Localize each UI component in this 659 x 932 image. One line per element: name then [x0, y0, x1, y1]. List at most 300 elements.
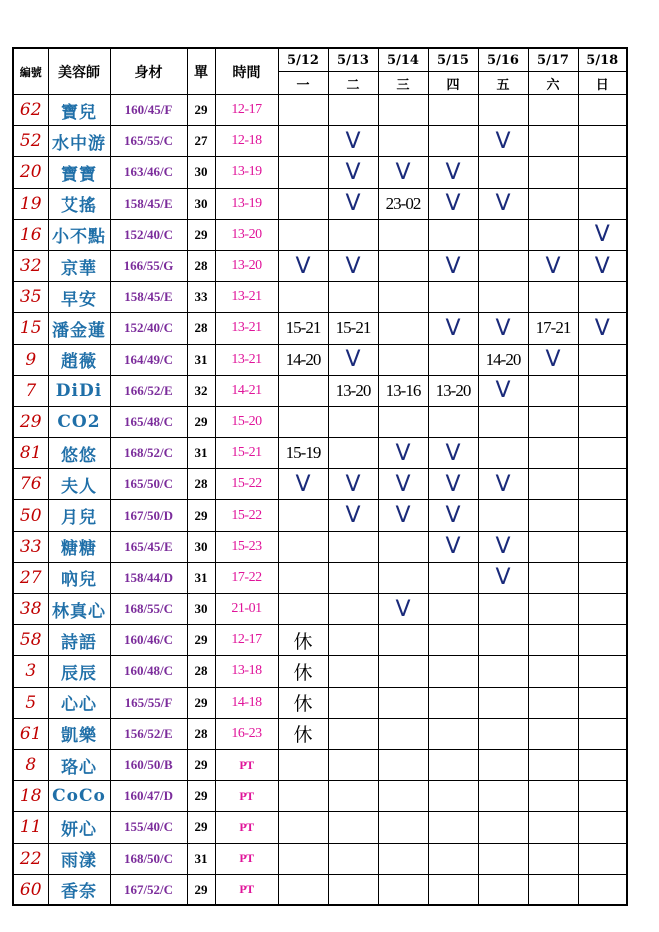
- schedule-cell: [378, 562, 428, 593]
- stylist-name: CO2: [48, 406, 110, 437]
- schedule-cell: [528, 562, 578, 593]
- stylist-number: 52: [13, 126, 48, 157]
- stylist-body: 167/52/C: [110, 874, 187, 905]
- header-date: 5/16: [478, 48, 528, 72]
- order-count: 29: [187, 625, 215, 656]
- shift-time: 21-01: [215, 594, 278, 625]
- order-count: 28: [187, 718, 215, 749]
- shift-time: 15-21: [215, 438, 278, 469]
- schedule-cell: 休: [278, 625, 328, 656]
- schedule-cell: [578, 188, 627, 219]
- shift-time: 15-22: [215, 469, 278, 500]
- schedule-cell: V: [428, 500, 478, 531]
- schedule-cell: V: [278, 469, 328, 500]
- stylist-name: 珞心: [48, 749, 110, 780]
- table-row: [13, 594, 627, 625]
- shift-time: 13-19: [215, 157, 278, 188]
- schedule-cell: [378, 219, 428, 250]
- header-body: 身材: [110, 48, 187, 95]
- stylist-body: 158/45/E: [110, 188, 187, 219]
- schedule-cell: [378, 843, 428, 874]
- stylist-body: 168/52/C: [110, 438, 187, 469]
- stylist-body: 164/49/C: [110, 344, 187, 375]
- shift-time: 13-20: [215, 250, 278, 281]
- schedule-cell: [578, 406, 627, 437]
- schedule-cell: [278, 874, 328, 905]
- stylist-name: 心心: [48, 687, 110, 718]
- schedule-cell: [478, 812, 528, 843]
- order-count: 29: [187, 687, 215, 718]
- schedule-cell: [578, 157, 627, 188]
- schedule-cell: [578, 95, 627, 126]
- schedule-cell: V: [328, 250, 378, 281]
- shift-time: PT: [215, 874, 278, 905]
- shift-time: 15-22: [215, 500, 278, 531]
- table-row: [13, 344, 627, 375]
- table-row: [13, 656, 627, 687]
- header-date: 5/18: [578, 48, 627, 72]
- schedule-cell: [428, 282, 478, 313]
- shift-time: 15-20: [215, 406, 278, 437]
- stylist-name: 林真心: [48, 594, 110, 625]
- schedule-cell: [328, 282, 378, 313]
- stylist-name: 小不點: [48, 219, 110, 250]
- stylist-body: 166/55/G: [110, 250, 187, 281]
- schedule-cell: [428, 562, 478, 593]
- schedule-cell: V: [328, 469, 378, 500]
- stylist-number: 20: [13, 157, 48, 188]
- schedule-cell: 休: [278, 687, 328, 718]
- schedule-cell: V: [428, 313, 478, 344]
- table-row: [13, 95, 627, 126]
- schedule-cell: [528, 625, 578, 656]
- schedule-cell: [428, 656, 478, 687]
- stylist-body: 155/40/C: [110, 812, 187, 843]
- schedule-cell: V: [328, 344, 378, 375]
- order-count: 31: [187, 344, 215, 375]
- order-count: 29: [187, 219, 215, 250]
- schedule-cell: [578, 562, 627, 593]
- schedule-cell: [378, 126, 428, 157]
- schedule-cell: [378, 812, 428, 843]
- schedule-cell: [528, 812, 578, 843]
- table-header: [13, 48, 627, 95]
- schedule-cell: [278, 843, 328, 874]
- schedule-cell: [278, 781, 328, 812]
- shift-time: PT: [215, 781, 278, 812]
- schedule-cell: [278, 375, 328, 406]
- schedule-cell: [528, 406, 578, 437]
- schedule-cell: [378, 250, 428, 281]
- stylist-body: 165/55/F: [110, 687, 187, 718]
- stylist-body: 165/48/C: [110, 406, 187, 437]
- schedule-cell: V: [478, 375, 528, 406]
- stylist-number: 5: [13, 687, 48, 718]
- schedule-cell: V: [378, 500, 428, 531]
- stylist-number: 19: [13, 188, 48, 219]
- table-body: [13, 95, 627, 906]
- schedule-cell: [328, 594, 378, 625]
- schedule-cell: 休: [278, 656, 328, 687]
- schedule-cell: [278, 812, 328, 843]
- schedule-cell: [278, 406, 328, 437]
- schedule-cell: [428, 126, 478, 157]
- stylist-body: 167/50/D: [110, 500, 187, 531]
- header-time: 時間: [215, 48, 278, 95]
- table-row: [13, 812, 627, 843]
- stylist-name: 夫人: [48, 469, 110, 500]
- stylist-name: DiDi: [48, 375, 110, 406]
- stylist-body: 158/45/E: [110, 282, 187, 313]
- stylist-body: 160/45/F: [110, 95, 187, 126]
- schedule-cell: [328, 406, 378, 437]
- header-weekday: 日: [578, 72, 627, 95]
- table-row: [13, 438, 627, 469]
- schedule-cell: V: [428, 531, 478, 562]
- schedule-cell: V: [528, 250, 578, 281]
- stylist-body: 168/55/C: [110, 594, 187, 625]
- schedule-cell: [528, 781, 578, 812]
- order-count: 33: [187, 282, 215, 313]
- schedule-cell: V: [428, 438, 478, 469]
- schedule-cell: V: [578, 219, 627, 250]
- order-count: 29: [187, 749, 215, 780]
- schedule-cell: [578, 812, 627, 843]
- stylist-number: 8: [13, 749, 48, 780]
- schedule-cell: V: [278, 250, 328, 281]
- table-row: [13, 157, 627, 188]
- shift-time: PT: [215, 812, 278, 843]
- schedule-cell: [528, 126, 578, 157]
- stylist-name: 艾搖: [48, 188, 110, 219]
- table-row: [13, 188, 627, 219]
- schedule-cell: 13-20: [428, 375, 478, 406]
- schedule-cell: [578, 656, 627, 687]
- stylist-number: 33: [13, 531, 48, 562]
- schedule-cell: [578, 375, 627, 406]
- schedule-cell: V: [428, 250, 478, 281]
- order-count: 29: [187, 812, 215, 843]
- schedule-cell: V: [478, 562, 528, 593]
- schedule-cell: [278, 500, 328, 531]
- table-row: [13, 625, 627, 656]
- stylist-name: 趙薇: [48, 344, 110, 375]
- schedule-cell: [378, 749, 428, 780]
- schedule-cell: [528, 438, 578, 469]
- shift-time: 13-21: [215, 344, 278, 375]
- stylist-body: 160/47/D: [110, 781, 187, 812]
- schedule-cell: [378, 656, 428, 687]
- stylist-body: 165/45/E: [110, 531, 187, 562]
- schedule-cell: V: [478, 126, 528, 157]
- schedule-cell: [378, 625, 428, 656]
- schedule-cell: [528, 843, 578, 874]
- table-row: [13, 469, 627, 500]
- schedule-cell: [278, 531, 328, 562]
- schedule-cell: [478, 500, 528, 531]
- schedule-cell: [578, 843, 627, 874]
- order-count: 31: [187, 843, 215, 874]
- schedule-cell: [378, 687, 428, 718]
- stylist-name: CoCo: [48, 781, 110, 812]
- table-row: [13, 562, 627, 593]
- header-weekday: 四: [428, 72, 478, 95]
- schedule-cell: [528, 375, 578, 406]
- schedule-cell: [328, 625, 378, 656]
- schedule-cell: [578, 781, 627, 812]
- stylist-body: 160/50/B: [110, 749, 187, 780]
- schedule-cell: [378, 531, 428, 562]
- schedule-cell: [378, 313, 428, 344]
- shift-time: 14-18: [215, 687, 278, 718]
- schedule-cell: V: [578, 250, 627, 281]
- schedule-cell: [328, 531, 378, 562]
- schedule-cell: [578, 438, 627, 469]
- shift-time: 12-18: [215, 126, 278, 157]
- schedule-cell: V: [328, 500, 378, 531]
- schedule-cell: V: [378, 438, 428, 469]
- schedule-cell: [278, 282, 328, 313]
- schedule-cell: [278, 219, 328, 250]
- schedule-cell: [578, 749, 627, 780]
- header-date: 5/12: [278, 48, 328, 72]
- schedule-cell: V: [428, 469, 478, 500]
- schedule-cell: [528, 157, 578, 188]
- schedule-cell: [578, 500, 627, 531]
- schedule-cell: [478, 219, 528, 250]
- schedule-cell: [328, 95, 378, 126]
- schedule-cell: 13-20: [328, 375, 378, 406]
- order-count: 30: [187, 188, 215, 219]
- stylist-body: 156/52/E: [110, 718, 187, 749]
- schedule-cell: [578, 718, 627, 749]
- stylist-name: 妍心: [48, 812, 110, 843]
- stylist-name: 糖糖: [48, 531, 110, 562]
- schedule-cell: [578, 687, 627, 718]
- schedule-cell: [378, 781, 428, 812]
- schedule-cell: [428, 219, 478, 250]
- header-date: 5/17: [528, 48, 578, 72]
- schedule-cell: [328, 781, 378, 812]
- table-row: [13, 375, 627, 406]
- stylist-name: 月兒: [48, 500, 110, 531]
- stylist-number: 58: [13, 625, 48, 656]
- header-weekday: 六: [528, 72, 578, 95]
- table-row: [13, 718, 627, 749]
- schedule-cell: V: [328, 157, 378, 188]
- schedule-cell: [478, 157, 528, 188]
- schedule-cell: V: [528, 344, 578, 375]
- schedule-cell: [528, 500, 578, 531]
- stylist-name: 早安: [48, 282, 110, 313]
- schedule-cell: [428, 874, 478, 905]
- order-count: 30: [187, 594, 215, 625]
- schedule-cell: [528, 469, 578, 500]
- schedule-cell: 休: [278, 718, 328, 749]
- schedule-cell: [578, 594, 627, 625]
- schedule-cell: [578, 282, 627, 313]
- stylist-number: 32: [13, 250, 48, 281]
- stylist-number: 11: [13, 812, 48, 843]
- schedule-cell: [428, 843, 478, 874]
- stylist-body: 165/50/C: [110, 469, 187, 500]
- schedule-cell: [478, 874, 528, 905]
- table-row: [13, 781, 627, 812]
- schedule-cell: [478, 718, 528, 749]
- stylist-name: 潘金蓮: [48, 313, 110, 344]
- schedule-cell: [328, 718, 378, 749]
- schedule-cell: 15-21: [278, 313, 328, 344]
- schedule-cell: [278, 157, 328, 188]
- schedule-cell: [428, 625, 478, 656]
- stylist-name: 寶寶: [48, 157, 110, 188]
- stylist-number: 62: [13, 95, 48, 126]
- shift-time: 12-17: [215, 625, 278, 656]
- schedule-cell: V: [578, 313, 627, 344]
- schedule-cell: [328, 438, 378, 469]
- schedule-cell: [428, 687, 478, 718]
- schedule-cell: 15-21: [328, 313, 378, 344]
- table-row: [13, 843, 627, 874]
- schedule-cell: [528, 687, 578, 718]
- order-count: 31: [187, 438, 215, 469]
- header-date: 5/14: [378, 48, 428, 72]
- order-count: 31: [187, 562, 215, 593]
- schedule-cell: [378, 874, 428, 905]
- table-row: [13, 874, 627, 905]
- schedule-cell: [478, 406, 528, 437]
- schedule-cell: V: [478, 313, 528, 344]
- header-count: 單: [187, 48, 215, 95]
- schedule-cell: [578, 469, 627, 500]
- schedule-cell: [578, 126, 627, 157]
- order-count: 27: [187, 126, 215, 157]
- schedule-cell: [478, 250, 528, 281]
- schedule-cell: [328, 874, 378, 905]
- schedule-cell: [428, 749, 478, 780]
- order-count: 29: [187, 874, 215, 905]
- stylist-number: 16: [13, 219, 48, 250]
- schedule-cell: [528, 749, 578, 780]
- stylist-name: 吶兒: [48, 562, 110, 593]
- shift-time: 17-22: [215, 562, 278, 593]
- schedule-cell: 14-20: [478, 344, 528, 375]
- stylist-number: 9: [13, 344, 48, 375]
- schedule-cell: [428, 812, 478, 843]
- header-name: 美容師: [48, 48, 110, 95]
- schedule-cell: [278, 749, 328, 780]
- stylist-name: 詩語: [48, 625, 110, 656]
- schedule-cell: [328, 812, 378, 843]
- schedule-cell: [428, 718, 478, 749]
- stylist-number: 27: [13, 562, 48, 593]
- schedule-cell: [528, 188, 578, 219]
- schedule-cell: [278, 594, 328, 625]
- schedule-cell: [328, 562, 378, 593]
- schedule-cell: [378, 344, 428, 375]
- stylist-number: 29: [13, 406, 48, 437]
- schedule-cell: [528, 656, 578, 687]
- schedule-cell: [478, 625, 528, 656]
- schedule-cell: [428, 95, 478, 126]
- header-date: 5/15: [428, 48, 478, 72]
- stylist-body: 152/40/C: [110, 313, 187, 344]
- schedule-cell: V: [478, 531, 528, 562]
- shift-time: 13-18: [215, 656, 278, 687]
- schedule-cell: [478, 843, 528, 874]
- stylist-name: 寶兒: [48, 95, 110, 126]
- stylist-number: 35: [13, 282, 48, 313]
- schedule-cell: [528, 282, 578, 313]
- stylist-name: 香奈: [48, 874, 110, 905]
- stylist-number: 18: [13, 781, 48, 812]
- schedule-cell: [478, 656, 528, 687]
- stylist-number: 60: [13, 874, 48, 905]
- schedule-cell: [428, 781, 478, 812]
- order-count: 29: [187, 781, 215, 812]
- stylist-name: 悠悠: [48, 438, 110, 469]
- shift-time: 14-21: [215, 375, 278, 406]
- order-count: 29: [187, 95, 215, 126]
- table-row: [13, 531, 627, 562]
- schedule-cell: [378, 718, 428, 749]
- stylist-body: 160/46/C: [110, 625, 187, 656]
- table-row: [13, 749, 627, 780]
- schedule-cell: [578, 625, 627, 656]
- schedule-cell: [528, 219, 578, 250]
- schedule-cell: V: [328, 126, 378, 157]
- shift-time: PT: [215, 843, 278, 874]
- schedule-cell: [378, 282, 428, 313]
- schedule-cell: [528, 718, 578, 749]
- schedule-cell: V: [378, 594, 428, 625]
- stylist-number: 22: [13, 843, 48, 874]
- stylist-number: 7: [13, 375, 48, 406]
- schedule-cell: [328, 843, 378, 874]
- schedule-cell: [478, 282, 528, 313]
- stylist-name: 凱樂: [48, 718, 110, 749]
- schedule-cell: [328, 219, 378, 250]
- shift-time: 13-19: [215, 188, 278, 219]
- header-weekday: 五: [478, 72, 528, 95]
- stylist-number: 15: [13, 313, 48, 344]
- schedule-cell: 23-02: [378, 188, 428, 219]
- schedule-cell: 13-16: [378, 375, 428, 406]
- schedule-cell: V: [478, 188, 528, 219]
- schedule-cell: [478, 781, 528, 812]
- table-row: [13, 126, 627, 157]
- order-count: 32: [187, 375, 215, 406]
- stylist-name: 京華: [48, 250, 110, 281]
- schedule-cell: [328, 656, 378, 687]
- order-count: 29: [187, 406, 215, 437]
- shift-time: 13-21: [215, 282, 278, 313]
- schedule-table: [12, 47, 628, 906]
- shift-time: 12-17: [215, 95, 278, 126]
- schedule-cell: [278, 562, 328, 593]
- stylist-body: 168/50/C: [110, 843, 187, 874]
- table-row: [13, 687, 627, 718]
- order-count: 28: [187, 313, 215, 344]
- table-row: [13, 500, 627, 531]
- order-count: 30: [187, 157, 215, 188]
- schedule-cell: [328, 749, 378, 780]
- table-row: [13, 219, 627, 250]
- shift-time: 13-20: [215, 219, 278, 250]
- schedule-cell: [378, 406, 428, 437]
- schedule-cell: V: [428, 157, 478, 188]
- schedule-cell: [328, 687, 378, 718]
